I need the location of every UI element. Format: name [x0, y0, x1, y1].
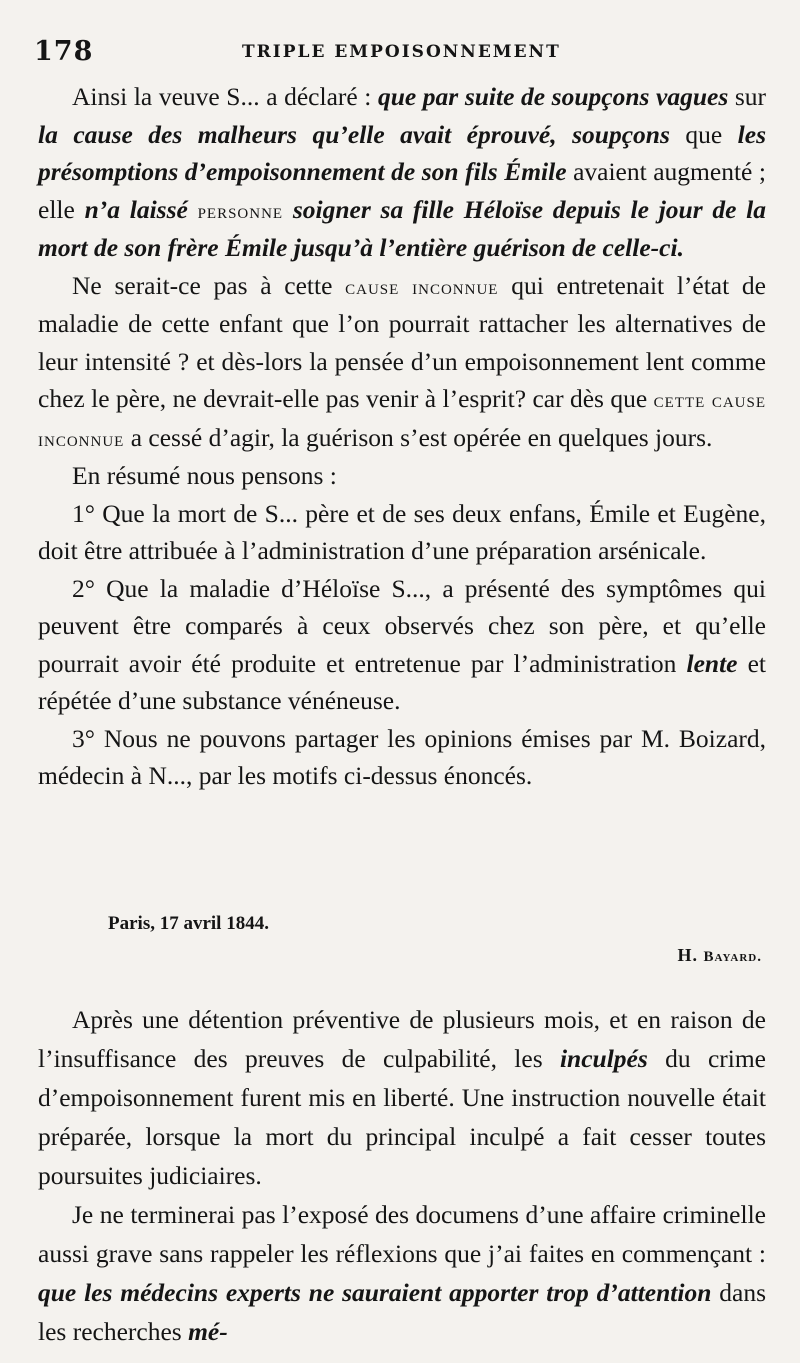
italic-run: la cause des malheurs qu’elle avait éprouvé, soupçons: [38, 119, 670, 149]
text-run: et répétée d’une substance vénéneuse.: [38, 648, 767, 715]
text-run: Ne serait-ce pas à cette: [72, 270, 346, 300]
text-run: qui entretenait l’état de maladie de cette enfant que l’on pourrait rattacher les alternatives de leur intensité ? et dès-lors la pensée d’un empoisonnement lent comme chez le père, ne devrait-elle pas venir à l’esprit? car dès que: [38, 270, 767, 413]
italic-run: lente: [686, 648, 738, 678]
paragraph: En résumé nous pensons :: [72, 461, 337, 490]
page-header: [34, 36, 766, 72]
small-caps-run: personne: [197, 197, 284, 223]
italic-run: que les médecins experts ne sauraient apporter trop d’attention: [38, 1278, 712, 1307]
paragraph: [38, 267, 766, 458]
page-number: 178: [34, 36, 94, 67]
italic-run: n’a laissé: [84, 194, 188, 224]
text-run: Ainsi la veuve S... a déclaré :: [72, 82, 378, 111]
italic-run: soigner sa fille Héloïse depuis le jour de la mort de son frère Émile jusqu’à l’entière guérison de celle-ci.: [38, 194, 767, 262]
italic-run: les présomptions d’empoisonnement de son fils Émile: [38, 119, 766, 186]
conclusion-item: 3° Nous ne pouvons partager les opinions émises par M. Boizard, médecin à N..., par les motifs ci-dessus énoncés.: [38, 723, 766, 790]
italic-run: inculpés: [559, 1044, 648, 1073]
text-run: dans les recherches: [38, 1278, 766, 1346]
text-run: Je ne terminerai pas l’exposé des documens d’une affaire criminelle aussi grave sans rappeler les réflexions que j’ai faites en commençant :: [38, 1200, 766, 1268]
text-run: Après une détention préventive de plusieurs mois, et en raison de l’insuffisance des preuves de culpabilité, les: [38, 1005, 766, 1073]
paragraph: [38, 78, 766, 267]
signature: [678, 945, 762, 966]
text-run: a cessé d’agir, la guérison s’est opérée en quelques jours.: [124, 422, 713, 452]
text-run: 2° Que la maladie d’Héloïse S..., a présenté des symptômes qui peuvent être comparés à ceux observés chez son père, et qu’elle pourrait avoir été produite et entretenue par l’administration: [38, 573, 766, 678]
italic-run: mé-: [188, 1317, 228, 1346]
signature-initial: H.: [677, 945, 704, 965]
closing-text: [38, 1000, 766, 1351]
paragraph: [38, 1000, 766, 1195]
conclusion-item: [38, 570, 766, 720]
signature-name: Bayard.: [703, 949, 762, 965]
text-run: [283, 195, 293, 224]
text-run: avaient augmenté ; elle: [38, 157, 766, 224]
paragraph: [38, 1195, 766, 1351]
conclusion-item: 1° Que la mort de S... père et de ses deux enfans, Émile et Eugène, doit être attribuée à l’administration d’une préparation arsénicale.: [38, 498, 766, 565]
small-caps-run: cause inconnue: [345, 273, 499, 299]
running-title: TRIPLE EMPOISONNEMENT: [242, 42, 561, 62]
italic-run: que par suite de soupçons vagues: [377, 82, 729, 111]
small-caps-run: cette cause inconnue: [38, 387, 766, 451]
dateline: Paris, 17 avril 1844.: [108, 913, 269, 934]
text-run: que: [669, 119, 738, 149]
text-run: du crime d’empoisonnement furent mis en liberté. Une instruction nouvelle était préparée, lorsque la mort du principal inculpé a fait cesser toutes poursuites judiciaires.: [38, 1044, 766, 1190]
text-run: sur: [728, 82, 767, 111]
body-text: [38, 78, 766, 795]
